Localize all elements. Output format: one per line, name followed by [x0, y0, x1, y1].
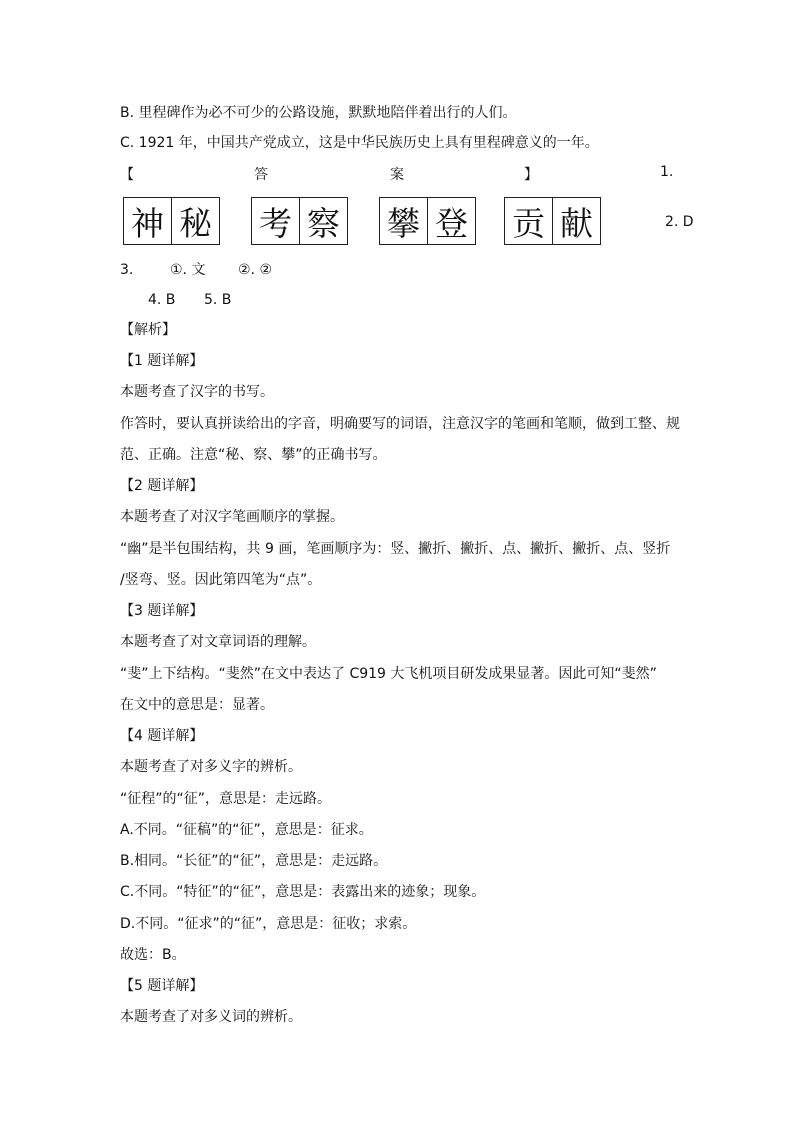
section-2-line: “幽”是半包围结构，共 9 画，笔画顺序为：竖、撇折、撇折、点、撇折、撇折、点、竖折 [120, 541, 671, 557]
section-3-line: 本题考查了对文章词语的理解。 [120, 634, 316, 650]
char-box: 贡 [512, 203, 545, 243]
section-4-line: B.相同。“长征”的“征”，意思是：走远路。 [120, 853, 388, 869]
section-1-line: 本题考查了汉字的书写。 [120, 384, 274, 400]
line-option-b: B. 里程碑作为必不可少的公路设施，默默地陪伴着出行的人们。 [120, 105, 517, 121]
answer-bracket-open: 【 [120, 167, 134, 183]
section-1-line: 作答时，要认真拼读给出的字音，明确要写的词语，注意汉字的笔画和笔顺，做到工整、规 [120, 416, 680, 432]
q3-answer-a: ①. 文 [170, 262, 206, 278]
line-option-c: C. 1921 年，中国共产党成立，这是中华民族历史上具有里程碑意义的一年。 [120, 135, 599, 151]
section-4-line: C.不同。“特征”的“征”，意思是：表露出来的迹象；现象。 [120, 884, 486, 900]
section-3-line: 在文中的意思是：显著。 [120, 697, 274, 713]
section-5-line: 本题考查了对多义词的辨析。 [120, 1009, 302, 1025]
section-3-line: “斐”上下结构。“斐然”在文中表达了 C919 大飞机项目研发成果显著。因此可知“斐然” [120, 666, 657, 682]
q2-answer: 2. D [665, 214, 694, 230]
section-4-line: “征程”的“征”，意思是：走远路。 [120, 791, 332, 807]
q3-number: 3. [120, 262, 134, 278]
section-4-line: D.不同。“征求”的“征”，意思是：征收；求索。 [120, 916, 417, 932]
section-2-title: 【2 题详解】 [120, 478, 204, 494]
q5-answer: 5. B [204, 292, 232, 308]
answer-num-1: 1. [660, 164, 674, 180]
section-5-title: 【5 题详解】 [120, 978, 204, 994]
answer-char-1: 答 [254, 167, 268, 183]
char-box-pair [123, 197, 220, 245]
analysis-heading: 【解析】 [120, 322, 176, 338]
section-2-line: /竖弯、竖。因此第四笔为“点”。 [120, 572, 322, 588]
char-box: 神 [131, 203, 164, 243]
char-box-pair [379, 197, 476, 245]
section-4-title: 【4 题详解】 [120, 728, 204, 744]
section-1-line: 范、正确。注意“秘、察、攀”的正确书写。 [120, 447, 387, 463]
char-box: 考 [259, 203, 292, 243]
q4-answer: 4. B [148, 292, 176, 308]
section-2-line: 本题考查了对汉字笔画顺序的掌握。 [120, 509, 344, 525]
section-4-line: A.不同。“征稿”的“征”，意思是：征求。 [120, 822, 373, 838]
char-box: 察 [299, 198, 347, 244]
char-box: 登 [427, 198, 475, 244]
answer-header [120, 164, 680, 184]
answer-char-2: 案 [390, 167, 404, 183]
char-box: 献 [552, 198, 600, 244]
section-4-line: 故选：B。 [120, 947, 186, 963]
q3-answer-b: ②. ② [238, 262, 273, 278]
section-3-title: 【3 题详解】 [120, 603, 204, 619]
char-box: 秘 [171, 198, 219, 244]
section-1-title: 【1 题详解】 [120, 353, 204, 369]
section-4-line: 本题考查了对多义字的辨析。 [120, 759, 302, 775]
char-box-pair [504, 197, 601, 245]
answer-bracket-close: 】 [524, 167, 538, 183]
char-box-pair [251, 197, 348, 245]
char-box: 攀 [387, 203, 420, 243]
